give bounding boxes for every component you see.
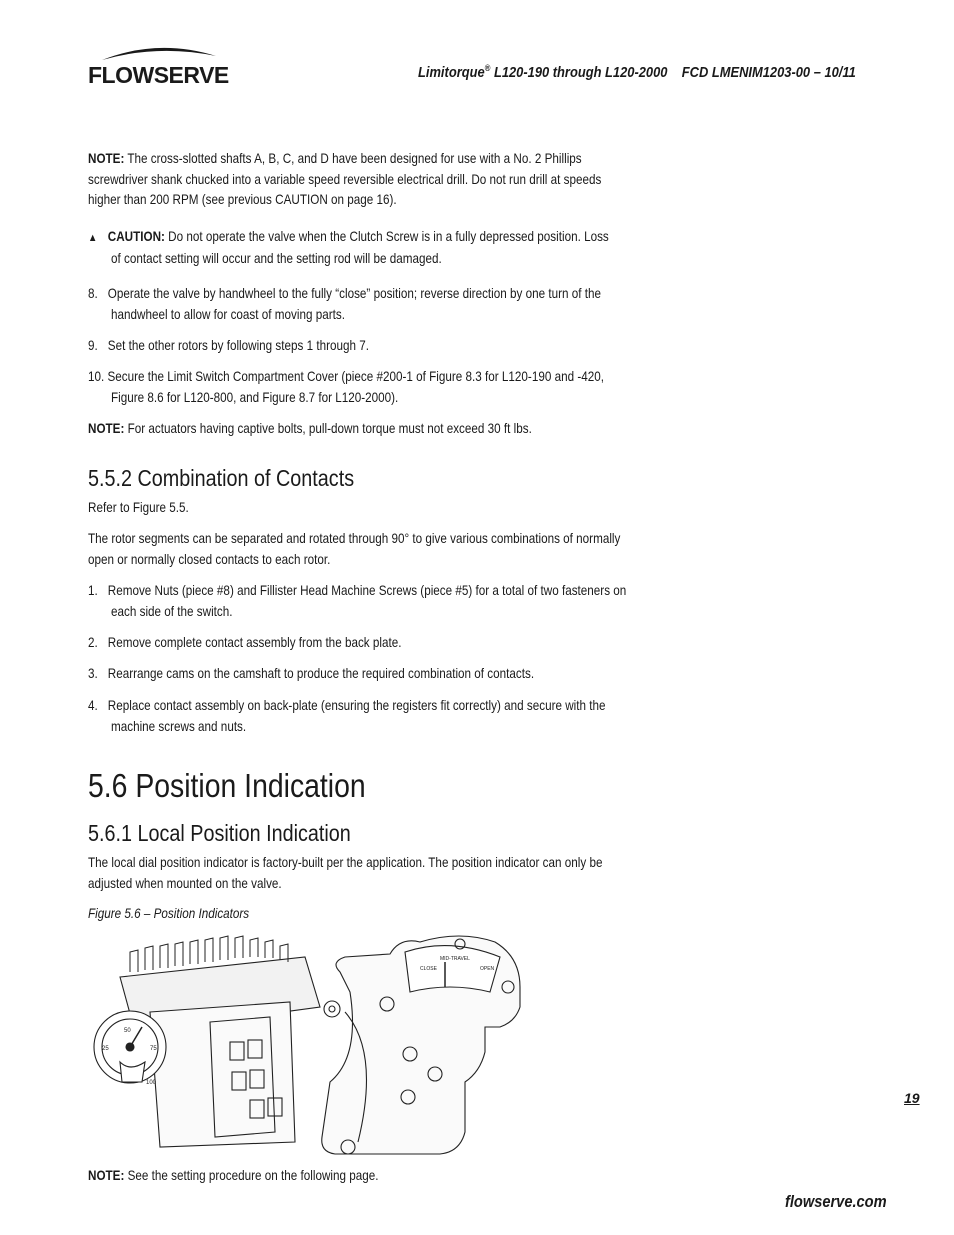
step-10	[88, 367, 788, 408]
note-label: NOTE:	[88, 421, 125, 436]
step-line: handwheel to allow for coast of moving parts.	[111, 306, 345, 322]
note-line: For actuators having captive bolts, pull-down torque must not exceed 30 ft lbs.	[127, 421, 532, 436]
step-line: Remove complete contact assembly from the back plate.	[107, 635, 402, 650]
section-heading-5-6-1	[88, 820, 394, 847]
note-line: higher than 200 RPM (see previous CAUTION on page 16).	[88, 192, 397, 207]
note-paragraph-drill	[88, 149, 788, 211]
step-line: Secure the Limit Switch Compartment Cover (piece #200-1 of Figure 8.3 for L120-190 and -420,	[107, 369, 604, 384]
rotor-intro-paragraph	[88, 529, 788, 570]
position-indicator-paragraph	[88, 853, 788, 894]
dial-label: 75	[150, 1046, 157, 1052]
combo-step-3	[88, 664, 788, 685]
warning-triangle-icon: ▲	[88, 232, 98, 244]
step-line: Operate the valve by handwheel to the fully “close” position; reverse direction by one turn of the	[107, 286, 602, 301]
note-paragraph-torque	[88, 419, 788, 440]
caption-text: Figure 5.6 – Position Indicators	[88, 906, 250, 921]
paragraph-line: The rotor segments can be separated and rotated through 90° to give various combinations of normally	[88, 531, 621, 546]
section-heading-5-5-2	[88, 465, 397, 492]
caution-label: CAUTION:	[107, 229, 165, 244]
figure-caption	[88, 906, 275, 921]
step-number: 10.	[88, 369, 105, 384]
header-registered-mark: ®	[484, 63, 491, 73]
step-number: 4.	[88, 698, 98, 713]
paragraph-line: adjusted when mounted on the valve.	[88, 875, 282, 891]
footer-url-text[interactable]: flowserve.com	[785, 1192, 887, 1211]
indicator-label-mid-travel: MID-TRAVEL	[440, 956, 470, 962]
position-indicators-figure	[90, 932, 535, 1162]
caution-paragraph	[88, 227, 788, 269]
note-line: See the setting procedure on the following page.	[127, 1168, 379, 1183]
footer-website-link[interactable]	[785, 1192, 903, 1212]
combo-step-4	[88, 696, 788, 737]
dial-label: 100	[146, 1080, 157, 1086]
step-line: Replace contact assembly on back-plate (ensuring the registers fit correctly) and secure with the	[107, 698, 606, 713]
note-label: NOTE:	[88, 151, 125, 166]
combo-step-1	[88, 581, 788, 622]
page-number: 19	[904, 1090, 920, 1106]
step-line: Rearrange cams on the camshaft to produce the required combination of contacts.	[107, 666, 535, 681]
figure-drawing	[90, 932, 535, 1162]
heading-text: 5.5.2 Combination of Contacts	[88, 465, 355, 491]
paragraph-line: The local dial position indicator is factory-built per the application. The position indicator can only be	[88, 855, 603, 870]
step-line: machine screws and nuts.	[111, 718, 247, 734]
step-line: Remove Nuts (piece #8) and Fillister Head Machine Screws (piece #5) for a total of two fasteners on	[107, 583, 627, 598]
refer-text: Refer to Figure 5.5.	[88, 500, 189, 515]
running-header	[418, 63, 927, 81]
logo-wordmark: FLOWSERVE	[88, 62, 229, 88]
indicator-label-close: CLOSE	[420, 966, 437, 972]
indicator-label-open: OPEN	[480, 966, 495, 972]
heading-text: 5.6.1 Local Position Indication	[88, 820, 351, 846]
combo-step-2	[88, 633, 788, 654]
step-line: Figure 8.6 for L120-800, and Figure 8.7 for L120-2000).	[111, 389, 399, 405]
dial-label: 25	[102, 1046, 109, 1052]
step-line: Set the other rotors by following steps 1 through 7.	[107, 338, 370, 353]
flowserve-logo	[88, 42, 228, 90]
note-line: screwdriver shank chucked into a variable speed reversible electrical drill. Do not run drill at speeds	[88, 171, 602, 187]
heading-text: 5.6 Position Indication	[88, 767, 366, 804]
section-heading-5-6	[88, 767, 411, 805]
note-line: The cross-slotted shafts A, B, C, and D have been designed for use with a No. 2 Phillips	[127, 151, 582, 166]
step-9	[88, 336, 788, 357]
header-doc-code: FCD LMENIM1203-00 – 10/11	[681, 64, 856, 81]
step-number: 9.	[88, 338, 98, 353]
step-line: each side of the switch.	[111, 603, 233, 619]
step-number: 3.	[88, 666, 98, 681]
header-product: Limitorque	[418, 64, 485, 81]
note-paragraph-setting	[88, 1166, 788, 1187]
header-doc-title: L120-190 through L120-2000	[493, 64, 668, 81]
note-label: NOTE:	[88, 1168, 125, 1183]
dial-label: 50	[124, 1028, 131, 1034]
refer-line	[88, 498, 788, 519]
step-8	[88, 284, 788, 325]
step-number: 8.	[88, 286, 98, 301]
step-number: 1.	[88, 583, 98, 598]
caution-line: of contact setting will occur and the setting rod will be damaged.	[111, 250, 442, 266]
step-number: 2.	[88, 635, 98, 650]
caution-line: Do not operate the valve when the Clutch Screw is in a fully depressed position. Loss	[168, 229, 609, 244]
paragraph-line: open or normally closed contacts to each rotor.	[88, 551, 331, 567]
